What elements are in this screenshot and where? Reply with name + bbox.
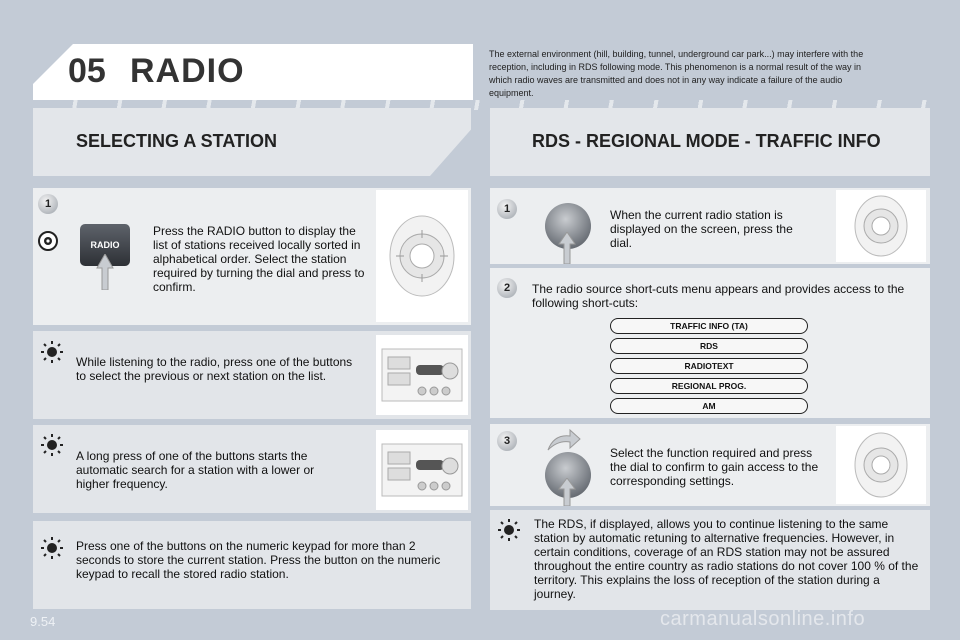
chapter-title: RADIO [130, 52, 245, 90]
tip-light-icon [497, 518, 521, 542]
step-badge: 1 [497, 199, 517, 219]
page-number: 9.54 [30, 614, 56, 629]
dial-thumbnail [836, 190, 926, 262]
info-target-icon [37, 230, 59, 257]
audio-panel-thumbnail-2 [376, 430, 468, 510]
watermark: carmanualsonline.info [660, 608, 866, 630]
right-step1-text: When the current radio station is displayed on the screen, press the dial. [610, 208, 793, 250]
tip-light-icon [40, 433, 64, 457]
shortcut-rds[interactable]: RDS [610, 338, 808, 354]
audio-panel-thumbnail-1 [376, 335, 468, 415]
interference-note: The external environment (hill, building, tunnel, underground car park...) may interfere with the reception, including in RDS following mode. This phenomenon is a normal result of the way in which radio waves are transmitted and does not in any way indicate a failure of the audio equipment. [489, 49, 864, 98]
press-finger-icon [558, 478, 576, 511]
shortcut-regional-prog[interactable]: REGIONAL PROG. [610, 378, 808, 394]
tip-light-icon [40, 340, 64, 364]
tip1-text: While listening to the radio, press one of the buttons to select the previous or next station on the list. [76, 355, 353, 383]
tip3-text: Press one of the buttons on the numeric keypad for more than 2 seconds to store the current station. Press the button on the numeric keypad to recall the stored radio station. [76, 539, 441, 581]
tip2-text: A long press of one of the buttons starts the automatic search for a station with a lower or higher frequency. [76, 449, 315, 491]
shortcut-traffic-info[interactable]: TRAFFIC INFO (TA) [610, 318, 808, 334]
shortcut-radiotext[interactable]: RADIOTEXT [610, 358, 808, 374]
dial-thumbnail [376, 190, 468, 322]
right-step2-text: The radio source short-cuts menu appears and provides access to the following short-cuts: [532, 282, 905, 310]
dial-thumbnail [836, 426, 926, 504]
left-step1-text: Press the RADIO button to display the list of stations received locally sorted in alphabetical order. Select the station required by turning the dial and press to confirm. [153, 224, 365, 294]
press-finger-icon [95, 254, 115, 295]
selecting-station-title: SELECTING A STATION [76, 131, 277, 151]
right-step3-text: Select the function required and press the dial to confirm to gain access to the corresponding settings. [610, 446, 819, 488]
shortcut-am[interactable]: AM [610, 398, 808, 414]
press-finger-icon [558, 232, 576, 269]
rds-tip-text: The RDS, if displayed, allows you to continue listening to the same station by automatic retuning to alternative frequencies. However, in certain conditions, coverage of an RDS station may not be assured throughout the entire country as radio stations do not cover 100 % of the territory. This explains the loss of reception of the station during a journey. [534, 517, 919, 601]
step-badge: 3 [497, 431, 517, 451]
chapter-number: 05 [68, 52, 106, 90]
rds-section-title: RDS - REGIONAL MODE - TRAFFIC INFO [532, 131, 881, 151]
radio-button-label: RADIO [90, 240, 120, 250]
tip-light-icon [40, 536, 64, 560]
step-badge: 2 [497, 278, 517, 298]
step-badge: 1 [38, 194, 58, 214]
